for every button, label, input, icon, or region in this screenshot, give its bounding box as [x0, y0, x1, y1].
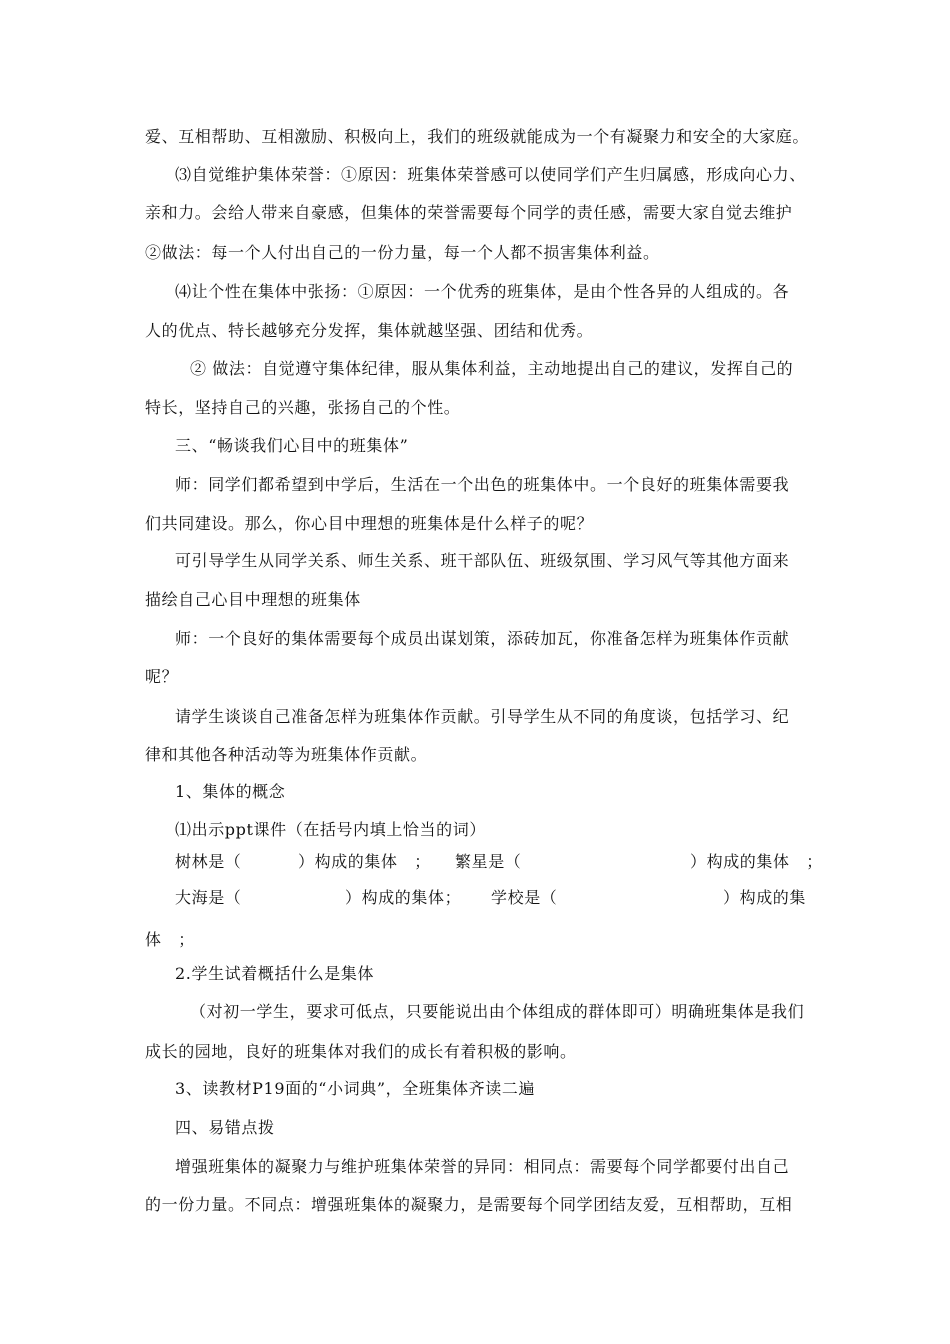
text-line: 3、读教材P19面的“小词典”，全班集体齐读二遍	[175, 1079, 536, 1098]
text-line: ⑶自觉维护集体荣誉：①原因：班集体荣誉感可以使同学们产生归属感，形成向心力、	[175, 165, 806, 184]
text-line: 的一份力量。不同点：增强班集体的凝聚力，是需要每个同学团结友爱，互相帮助，互相	[145, 1195, 793, 1214]
text-line: 律和其他各种活动等为班集体作贡献。	[145, 745, 428, 764]
text-line: 体 ；	[145, 930, 195, 949]
blank-sea-suffix: ）构成的集体；	[345, 888, 462, 907]
text-line: 描绘自己心目中理想的班集体	[145, 590, 361, 609]
blank-forest-suffix: ）构成的集体 ；	[298, 852, 431, 871]
text-line: 师：同学们都希望到中学后，生活在一个出色的班集体中。一个良好的班集体需要我	[175, 475, 790, 494]
text-line: 成长的园地，良好的班集体对我们的成长有着积极的影响。	[145, 1042, 577, 1061]
text-line: 亲和力。会给人带来自豪感，但集体的荣誉需要每个同学的责任感，需要大家自觉去维护	[145, 203, 793, 222]
text-line: ⑷让个性在集体中张扬：①原因：一个优秀的班集体，是由个性各异的人组成的。各	[175, 282, 790, 301]
text-line: 爱、互相帮助、互相激励、积极向上，我们的班级就能成为一个有凝聚力和安全的大家庭。	[145, 127, 810, 146]
text-line: 请学生谈谈自己准备怎样为班集体作贡献。引导学生从不同的角度谈，包括学习、纪	[175, 707, 790, 726]
text-line: 师：一个良好的集体需要每个成员出谋划策，添砖加瓦，你准备怎样为班集体作贡献	[175, 629, 790, 648]
text-line: 2.学生试着概括什么是集体	[175, 964, 375, 983]
text-line: 可引导学生从同学关系、师生关系、班干部队伍、班级氛围、学习风气等其他方面来	[175, 551, 790, 570]
section-heading: 四、易错点拨	[175, 1118, 275, 1137]
blank-stars-suffix: ）构成的集体 ；	[690, 852, 823, 871]
text-line: ②做法：每一个人付出自己的一份力量，每一个人都不损害集体利益。	[145, 243, 660, 262]
text-line: 1、集体的概念	[175, 782, 286, 801]
text-line: 特长，坚持自己的兴趣，张扬自己的个性。	[145, 398, 461, 417]
section-heading: 三、“畅谈我们心目中的班集体”	[175, 436, 409, 455]
blank-sea-label: 大海是（	[175, 888, 242, 907]
text-line: ② 做法：自觉遵守集体纪律，服从集体利益，主动地提出自己的建议，发挥自己的	[190, 359, 794, 378]
text-line: 人的优点、特长越够充分发挥，集体就越坚强、团结和优秀。	[145, 321, 594, 340]
text-line: 增强班集体的凝聚力与维护班集体荣誉的异同：相同点：需要每个同学都要付出自己	[175, 1157, 790, 1176]
blank-forest-label: 树林是（	[175, 852, 242, 871]
blank-stars-label: 繁星是（	[455, 852, 522, 871]
blank-school-suffix: ）构成的集	[723, 888, 807, 907]
text-line: 们共同建设。那么，你心目中理想的班集体是什么样子的呢？	[145, 514, 594, 533]
text-line: ⑴出示ppt课件（在括号内填上恰当的词）	[175, 820, 486, 839]
text-line: （对初一学生，要求可低点，只要能说出由个体组成的群体即可）明确班集体是我们	[190, 1002, 805, 1021]
text-line: 呢？	[145, 667, 179, 686]
blank-school-label: 学校是（	[491, 888, 558, 907]
